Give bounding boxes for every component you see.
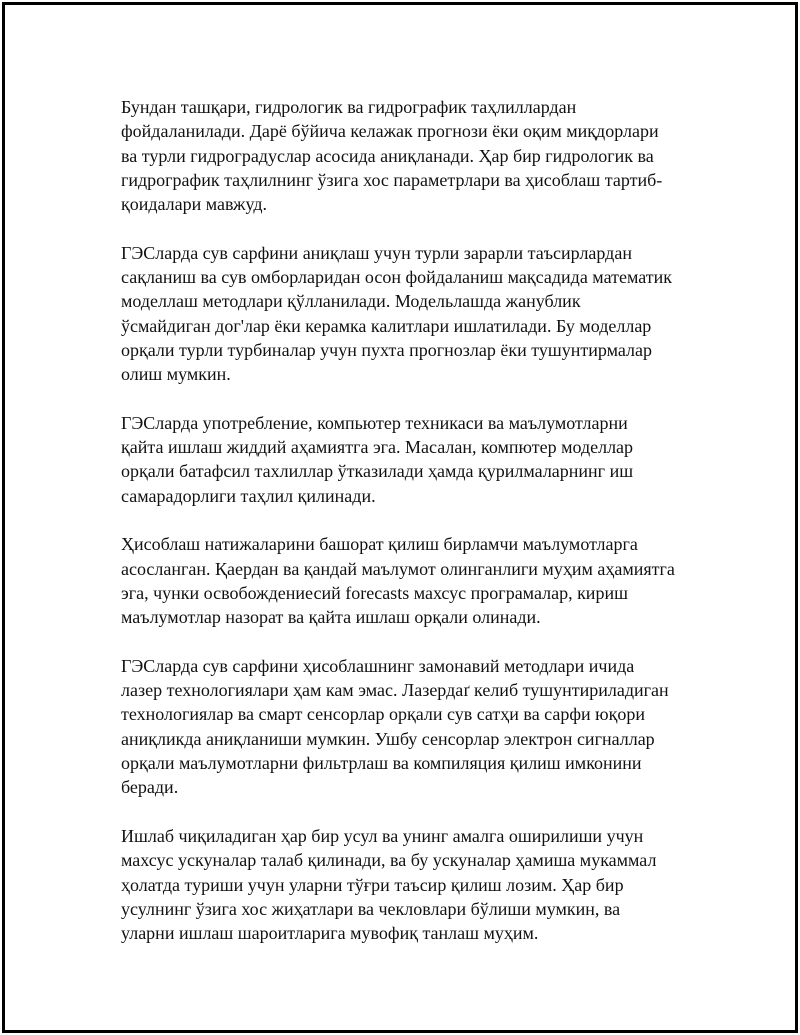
paragraph-3 [121, 411, 701, 508]
text-line: маълумотлар назорат ва қайта ишлаш орқали олинади. [121, 607, 541, 628]
text-line: эга, чунки освобождениесий forecasts махсус програмалар, кириш [121, 582, 628, 603]
text-line: қоидалари мавжуд. [121, 194, 267, 215]
text-line: Ишлаб чиқиладиган ҳар бир усул ва унинг амалга оширилиши учун [121, 825, 644, 846]
text-line: қайта ишлаш жиддий аҳамиятга эга. Масалан, компютер моделлар [121, 437, 634, 458]
text-line: беради. [121, 777, 179, 798]
paragraph-6 [121, 824, 701, 945]
text-line: самарадорлиги таҳлил қилинади. [121, 485, 376, 506]
text-line: ГЭСларда употребление, компьютер техникаси ва маълумотларни [121, 412, 628, 433]
text-line: ва турли гидроградуслар асосида аниқланади. Ҳар бир гидрологик ва [121, 145, 654, 166]
text-line: махсус ускуналар талаб қилинади, ва бу ускуналар ҳамиша мукаммал [121, 850, 657, 871]
page-frame [2, 2, 798, 1033]
paragraph-4 [121, 532, 701, 629]
text-line: усулнинг ўзига хос жиҳатлари ва чекловлари бўлиши мумкин, ва [121, 898, 621, 919]
text-line: асосланган. Қаердан ва қандай маълумот олинганлиги муҳим аҳамиятга [121, 558, 675, 579]
text-line: гидрографик таҳлилнинг ўзига хос параметрлари ва ҳисоблаш тартиб- [121, 169, 663, 190]
text-line: лазер технологиялари ҳам кам эмас. Лазердаґ келиб тушунтириладиган [121, 680, 669, 701]
paragraph-5 [121, 654, 701, 800]
text-line: аниқликда аниқланиши мумкин. Ушбу сенсорлар электрон сигналлар [121, 728, 655, 749]
text-line: орқали маълумотларни фильтрлаш ва компиляция қилиш имконини [121, 753, 642, 774]
text-line: Бундан ташқари, гидрологик ва гидрографик таҳлиллардан [121, 97, 577, 117]
text-line: сақланиш ва сув омборларидан осон фойдаланиш мақсадида математик [121, 267, 672, 288]
text-line: моделлаш методлари қўлланилади. Модельлашда жанублик [121, 291, 581, 312]
text-line: ҳолатда туриши учун уларни тўғри таъсир қилиш лозим. Ҳар бир [121, 874, 624, 895]
paragraph-1 [121, 95, 701, 216]
text-line: фойдаланилади. Дарё бўйича келажак прогнози ёки оқим миқдорлари [121, 121, 659, 142]
text-line: олиш мумкин. [121, 364, 231, 385]
text-line: орқали батафсил тахлиллар ўтказилади ҳамда қурилмаларнинг иш [121, 461, 634, 482]
text-line: ГЭСларда сув сарфини ҳисоблашнинг замонавий методлари ичида [121, 655, 635, 676]
text-line: ўсмайдиган дог'лар ёки керамка калитлари ишлатилади. Бу моделлар [121, 315, 652, 336]
document-body [121, 95, 701, 970]
paragraph-2 [121, 241, 701, 387]
text-line: орқали турли турбиналар учун пухта прогнозлар ёки тушунтирмалар [121, 339, 652, 360]
text-line: технологиялар ва смарт сенсорлар орқали сув сатҳи ва сарфи юқори [121, 704, 646, 725]
text-line: ГЭСларда сув сарфини аниқлаш учун турли зарарли таъсирлардан [121, 242, 632, 263]
text-line: Ҳисоблаш натижаларини башорат қилиш бирламчи маълумотларга [121, 534, 638, 555]
text-line: уларни ишлаш шароитларига мувофиқ танлаш муҳим. [121, 923, 539, 944]
